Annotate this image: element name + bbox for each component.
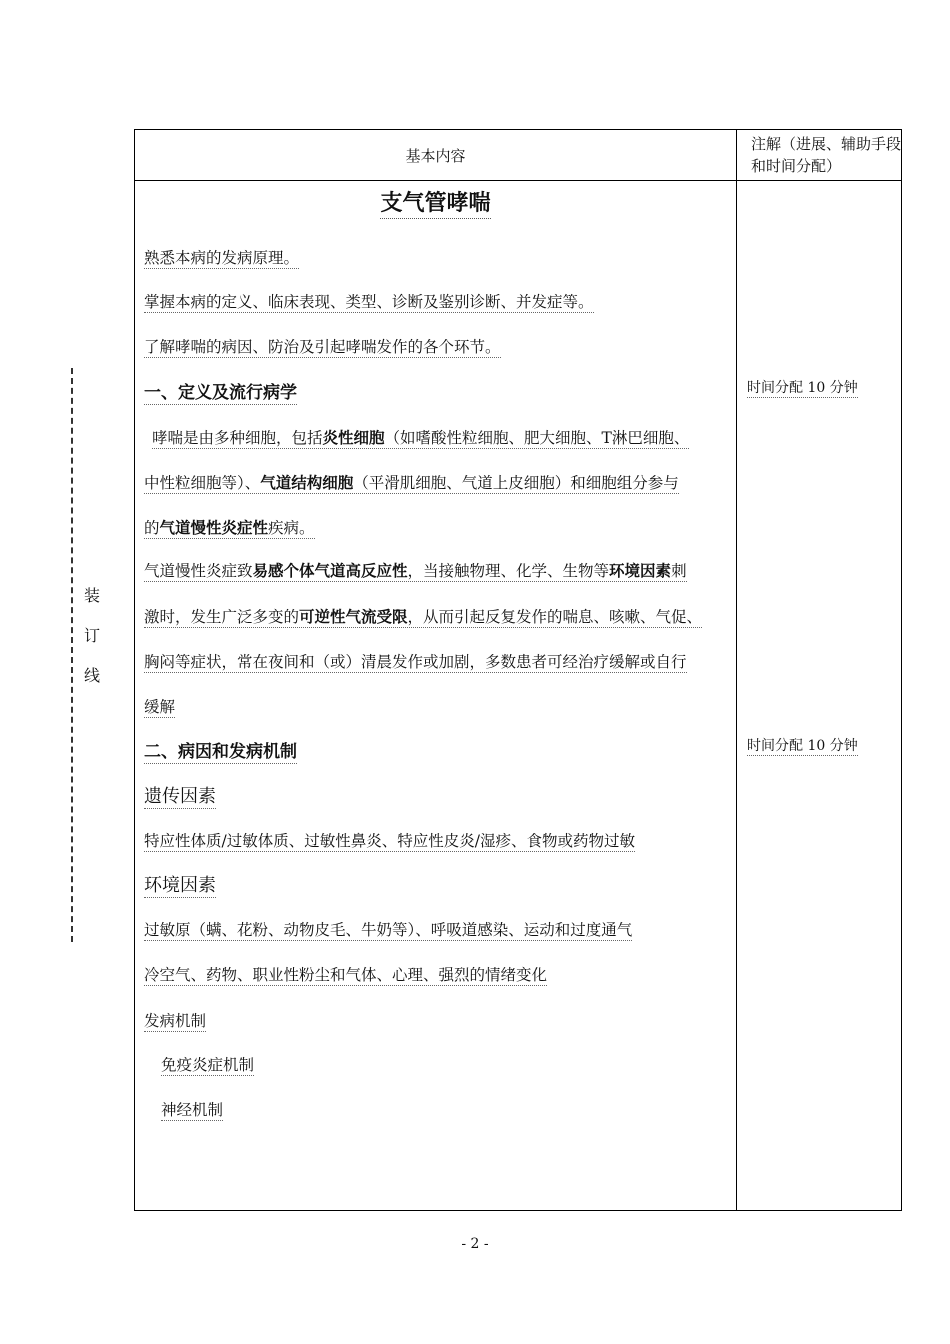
paragraph-line: 冷空气、药物、职业性粉尘和气体、心理、强烈的情绪变化 <box>144 966 548 984</box>
objective: 了解哮喘的病因、防治及引起哮喘发作的各个环节。 <box>144 338 501 356</box>
column-divider <box>736 130 737 1210</box>
lesson-title: 支气管哮喘 <box>135 186 736 217</box>
objective: 掌握本病的定义、临床表现、类型、诊断及鉴别诊断、并发症等。 <box>144 293 594 311</box>
paragraph-line: 缓解 <box>144 698 176 716</box>
paragraph-line: 的气道慢性炎症性疾病。 <box>144 519 315 537</box>
time-note: 时间分配 10 分钟 <box>747 380 858 396</box>
binding-char: 线 <box>83 666 100 685</box>
subsection-heading: 发病机制 <box>144 1012 207 1030</box>
paragraph-line: 哮喘是由多种细胞，包括炎性细胞（如嗜酸性粒细胞、肥大细胞、T淋巴细胞、 <box>152 429 690 447</box>
binding-char: 订 <box>83 626 100 645</box>
header-divider <box>135 180 901 181</box>
page-number: - 2 - <box>461 1236 489 1252</box>
subsection-heading: 环境因素 <box>144 875 216 896</box>
binding-line <box>71 368 73 942</box>
binding-label <box>82 576 102 696</box>
paragraph-line: 气道慢性炎症致易感个体气道高反应性，当接触物理、化学、生物等环境因素刺 <box>144 562 687 580</box>
section-heading: 一、定义及流行病学 <box>144 383 297 403</box>
lesson-table <box>134 129 902 1211</box>
objective: 熟悉本病的发病原理。 <box>144 249 300 267</box>
paragraph-line: 特应性体质/过敏体质、过敏性鼻炎、特应性皮炎/湿疹、食物或药物过敏 <box>144 832 635 850</box>
paragraph-line: 胸闷等症状，常在夜间和（或）清晨发作或加剧，多数患者可经治疗缓解或自行 <box>144 653 687 671</box>
list-item: 免疫炎症机制 <box>161 1056 255 1074</box>
paragraph-line: 激时，发生广泛多变的可逆性气流受限，从而引起反复发作的喘息、咳嗽、气促、 <box>144 608 703 626</box>
binding-char: 装 <box>83 586 100 605</box>
content-column-header: 基本内容 <box>405 146 466 165</box>
subsection-heading: 遗传因素 <box>144 786 216 807</box>
paragraph-line: 过敏原（螨、花粉、动物皮毛、牛奶等）、呼吸道感染、运动和过度通气 <box>144 921 633 939</box>
section-heading: 二、病因和发病机制 <box>144 742 297 762</box>
paragraph-line: 中性粒细胞等）、气道结构细胞（平滑肌细胞、气道上皮细胞）和细胞组分参与 <box>144 474 679 492</box>
notes-column-header: 注解（进展、辅助手段和时间分配） <box>751 135 902 175</box>
time-note: 时间分配 10 分钟 <box>747 738 858 754</box>
list-item: 神经机制 <box>161 1101 224 1119</box>
